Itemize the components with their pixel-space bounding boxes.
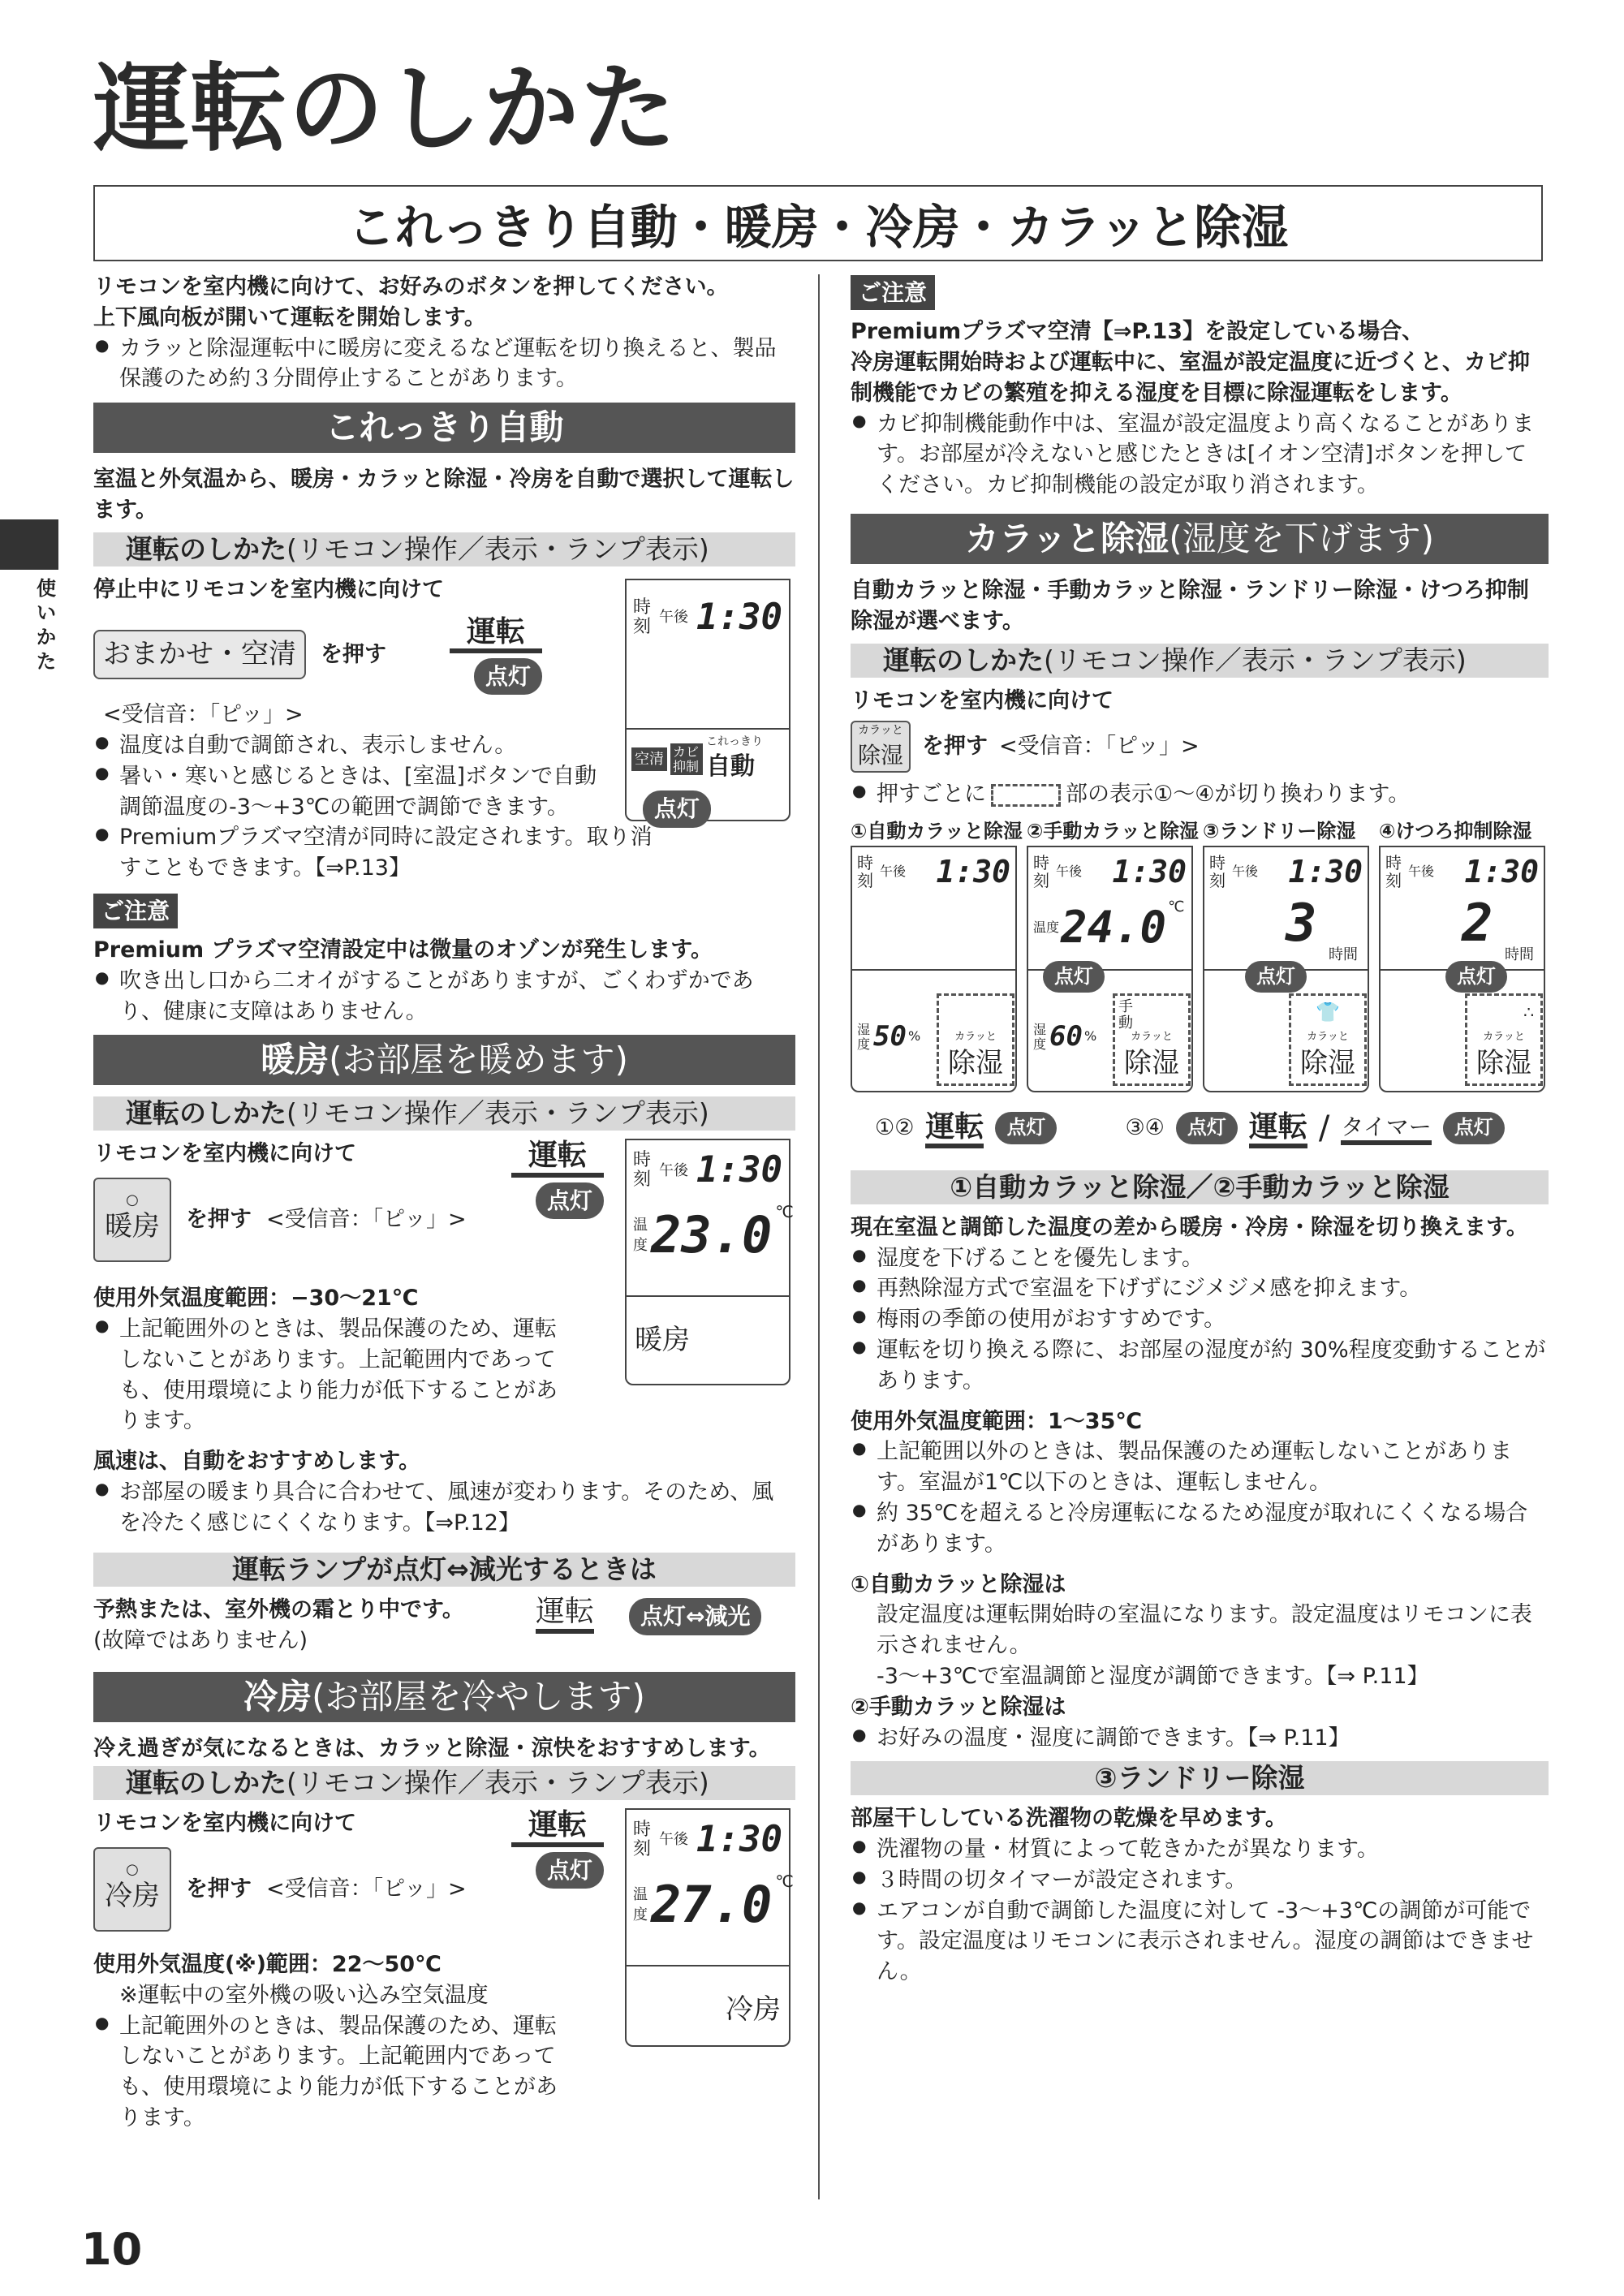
cool-beep: <受信音：「ピッ」>	[266, 1876, 467, 1902]
heat-button[interactable]	[93, 1178, 171, 1262]
section-tab-marker	[0, 519, 58, 570]
dry-mode-box	[1113, 993, 1191, 1086]
mode-word: 除湿	[1300, 1047, 1355, 1080]
dry-mode-3	[1203, 818, 1369, 1092]
press-label: を押す	[186, 1876, 252, 1902]
display-lit-pill: 点灯	[643, 790, 711, 827]
left-column	[93, 272, 795, 2149]
laundry-icon: 👕	[1316, 1000, 1340, 1023]
press-label: を押す	[321, 641, 386, 667]
cool-range: 使用外気温度(※)範囲：22～50℃	[93, 1951, 442, 1977]
laundry-bullet-1: ● 洗濯物の量・材質によって乾きかたが異なります。	[851, 1834, 1549, 1865]
dry12-auto-text: 設定温度は運転開始時の室温になります。設定温度はリモコンに表示されません。	[877, 1602, 1532, 1659]
pm-label: 午後	[659, 1831, 688, 1849]
temp-label: 温度	[633, 1217, 648, 1255]
howto-bold: 運転のしかた	[126, 532, 286, 565]
humidity-label: 湿度	[857, 1021, 871, 1052]
howto-rest: (リモコン操作／表示・ランプ表示)	[286, 532, 709, 565]
temp-unit: ℃	[775, 1201, 794, 1221]
lit-dim-pill: 点灯⇔減光	[629, 1598, 761, 1635]
lit-pill: 点灯	[1176, 1112, 1238, 1144]
heat-point-remote: リモコンを室内機に向けて	[93, 1141, 356, 1167]
dry-header-rest: (湿度を下げます)	[1169, 518, 1434, 558]
dry12-bullet-1: ● 湿度を下げることを優先します。	[851, 1243, 1549, 1274]
auto-caution-bullet: ● 吹き出し口から二オイがすることがありますが、ごくわずかであり、健康に支障はありません。	[93, 966, 795, 1027]
dry-mode-4-display	[1379, 846, 1545, 1092]
display-mode-auto: 自動	[706, 752, 755, 782]
dry-header	[851, 514, 1549, 564]
auto-stop-line: 停止中にリモコンを室内機に向けて	[93, 576, 444, 602]
dry12-auto-text-2: -3～+3℃で室温調節と湿度が調節できます。【⇒ P.11】	[877, 1663, 1429, 1689]
humidity-readout	[1033, 1018, 1096, 1057]
timer-lamp	[1341, 1113, 1431, 1144]
howto-rest: (リモコン操作／表示・ランプ表示)	[1044, 644, 1467, 676]
droplets-icon: ∴	[1523, 1002, 1534, 1022]
dry12-range: 使用外気温度範囲：1～35℃	[851, 1408, 1143, 1434]
right-column	[851, 272, 1549, 1988]
temp-unit: ℃	[1168, 898, 1185, 915]
humidity-value: 60	[1049, 1019, 1083, 1053]
dry-mode-label: ①自動カラッと除湿	[851, 820, 1023, 843]
run-lamp-word: 運転	[1249, 1110, 1307, 1148]
dry-button[interactable]	[851, 721, 911, 773]
dashed-box-icon	[991, 784, 1061, 807]
dry12-manual-title: ②手動カラッと除湿は	[851, 1694, 1066, 1720]
cool-range-bullet: ● 上記範囲外のときは、製品保護のため、運転しないことがあります。上記範囲内であっても、使用環境により能力が低下することがあります。	[93, 2011, 574, 2134]
legend-run-lamp-2	[1249, 1110, 1307, 1145]
time-label: 時刻	[633, 1819, 652, 1859]
dry-desc: 自動カラッと除湿・手動カラッと除湿・ランドリー除湿・けつろ抑制除湿が選べます。	[851, 577, 1529, 634]
howto-bold: 運転のしかた	[883, 644, 1044, 676]
pm-label: 午後	[1232, 864, 1259, 880]
lit-pill: 点灯	[1043, 961, 1105, 993]
hours-label: 時間	[1329, 946, 1358, 963]
heat-range: 使用外気温度範囲：−30～21℃	[93, 1286, 419, 1312]
laundry-bullet-2: ● ３時間の切タイマーが設定されます。	[851, 1865, 1549, 1896]
humidity-readout	[857, 1018, 920, 1057]
laundry-header: ③ランドリー除湿	[851, 1761, 1549, 1795]
right-caution-tag: ご注意	[851, 275, 935, 310]
pm-label: 午後	[1408, 864, 1435, 880]
lit-pill: 点灯	[1443, 1112, 1505, 1144]
mode-word: 除湿	[1476, 1047, 1531, 1080]
page-subtitle: これっきり自動・暖房・冷房・カラッと除湿	[93, 185, 1543, 261]
auto-desc: 室温と外気温から、暖房・カラッと除湿・冷房を自動で選択して運転します。	[93, 467, 795, 523]
page-title: 運転のしかた	[93, 53, 678, 165]
slash-separator: /	[1318, 1109, 1330, 1147]
intro-line-1: リモコンを室内機に向けて、お好みのボタンを押してください。	[93, 274, 729, 299]
heat-mode-text: 暖房	[627, 1295, 789, 1385]
time-readout: 1:30	[1288, 853, 1363, 890]
cool-header-rest: (お部屋を冷やします)	[312, 1677, 645, 1717]
temp-unit: ℃	[775, 1871, 794, 1891]
lit-pill: 点灯	[1245, 961, 1307, 993]
howto-rest: (リモコン操作／表示・ランプ表示)	[286, 1097, 709, 1130]
lit-pill: 点灯	[474, 658, 542, 695]
run-lamp	[450, 615, 542, 696]
auto-caution-tag: ご注意	[93, 894, 178, 928]
dry12-bullet-4: ● 運転を切り換える際に、お部屋の湿度が約 30%程度変動することがあります。	[851, 1335, 1549, 1397]
howto-bold: 運転のしかた	[126, 1097, 286, 1130]
heat-lamp-line-1: 予熱または、室外機の霜とり中です。	[93, 1597, 464, 1623]
humidity-unit: %	[907, 1028, 921, 1045]
dry-button-label: 除湿	[857, 741, 903, 769]
run-lamp-word: 運転	[536, 1595, 594, 1633]
heat-header	[93, 1035, 795, 1085]
time-label: 時刻	[633, 598, 654, 637]
cool-point-remote: リモコンを室内機に向けて	[93, 1811, 356, 1837]
dry-mode-2	[1027, 818, 1199, 1092]
auto-bullet-1: ● 温度は自動で調節され、表示しません。	[93, 730, 606, 761]
dry-mode-label: ②手動カラッと除湿	[1027, 820, 1199, 843]
time-readout: 1:30	[1112, 853, 1187, 890]
dry-mode-box	[1465, 993, 1543, 1086]
column-divider	[818, 274, 820, 2199]
dry12-auto-title: ①自動カラッと除湿は	[851, 1571, 1066, 1597]
timer-hours: 2	[1462, 893, 1493, 954]
dry12-desc: 現在室温と調節した温度の差から暖房・冷房・除湿を切り換えます。	[851, 1214, 1528, 1240]
right-caution-line-1: Premiumプラズマ空清【⇒P.13】を設定している場合、	[851, 319, 1424, 345]
mode-small: カラッと	[1307, 1030, 1349, 1043]
heat-remote-display	[625, 1139, 794, 1385]
heat-header-rest: (お部屋を暖めます)	[329, 1040, 628, 1080]
cool-run-lamp	[511, 1808, 604, 1889]
side-label: 使いかた	[37, 577, 56, 673]
dry-switch-pre: 押すごとに	[877, 782, 986, 808]
dry-mode-1-display	[851, 846, 1017, 1092]
heat-howto-block	[93, 1139, 795, 1544]
dry-switch-line	[851, 779, 1549, 810]
auto-caution-line: Premium プラズマ空清設定中は微量のオゾンが発生します。	[93, 937, 713, 963]
button-dot: ○	[126, 1191, 139, 1209]
cool-button-label: 冷房	[105, 1880, 160, 1913]
heat-range-bullet: ● 上記範囲外のときは、製品保護のため、運転しないことがあります。上記範囲内であっても、使用環境により能力が低下することがあります。	[93, 1314, 574, 1437]
dry-mode-displays	[851, 818, 1549, 1092]
right-caution-bullet: ● カビ抑制機能動作中は、室温が設定温度より高くなることがあります。お部屋が冷えないと感じたときは[イオン空清]ボタンを押してください。カビ抑制機能の設定が取り消されます。	[851, 409, 1549, 501]
cool-howto-header	[93, 1766, 795, 1800]
laundry-bullet-3: ● エアコンが自動で調節した温度に対して -3～+3℃の調節が可能です。設定温度はリモコンに表示されません。湿度の調節はできません。	[851, 1896, 1549, 1988]
legend-34: ③④	[1125, 1114, 1165, 1140]
heat-lamp-line-2: (故障ではありません)	[93, 1628, 308, 1654]
dry12-manual-bullet: ● お好みの温度・湿度に調節できます。【⇒ P.11】	[851, 1723, 1549, 1754]
temp-label: 温度	[633, 1885, 648, 1924]
auto-bullet-3: ● Premiumプラズマ空清が同時に設定されます。取り消すこともできます。【⇒P.13】	[93, 822, 671, 884]
dry-beep: <受信音：「ピッ」>	[999, 734, 1200, 760]
time-label: 時刻	[633, 1149, 652, 1191]
cool-mode-text: 冷房	[627, 1965, 789, 2054]
dry-mode-1	[851, 818, 1023, 1092]
howto-rest: (リモコン操作／表示・ランプ表示)	[286, 1767, 709, 1799]
dry-mode-box	[1289, 993, 1367, 1086]
dry-header-bold: カラッと除湿	[965, 518, 1170, 558]
button-dot: ○	[126, 1861, 139, 1879]
pm-label: 午後	[880, 864, 907, 880]
run-lamp-word: 運転	[511, 1139, 604, 1177]
dry12-bullet-3: ● 梅雨の季節の使用がおすすめです。	[851, 1304, 1549, 1335]
legend-12: ①②	[875, 1114, 915, 1140]
heat-wind: 風速は、自動をおすすめします。	[93, 1449, 421, 1475]
auto-beep: <受信音：「ピッ」>	[103, 702, 304, 728]
dry-button-small: カラッと	[858, 723, 903, 737]
cool-header-bold: 冷房	[243, 1677, 312, 1717]
humidity-value: 50	[873, 1019, 907, 1053]
auto-header: これっきり自動	[93, 403, 795, 453]
heat-beep: <受信音：「ピッ」>	[266, 1207, 467, 1233]
cool-howto-block	[93, 1808, 795, 2149]
dry-mode-box	[937, 993, 1014, 1086]
heat-temp-value: 23.0	[651, 1204, 773, 1264]
lit-pill: 点灯	[995, 1112, 1057, 1144]
hours-label: 時間	[1505, 946, 1534, 963]
dry12-range-bullet-2: ● 約 35℃を超えると冷房運転になるため湿度が取れにくくなる場合があります。	[851, 1498, 1549, 1560]
cool-header	[93, 1672, 795, 1722]
dry-howto-header	[851, 644, 1549, 678]
time-readout: 1:30	[936, 853, 1010, 890]
lit-pill: 点灯	[536, 1182, 604, 1219]
cool-temp-value: 27.0	[651, 1874, 773, 1934]
press-label: を押す	[186, 1207, 252, 1233]
right-caution-line-2: 冷房運転開始時および運転中に、室温が設定温度に近づくと、カビ抑制機能でカビの繁殖を抑える湿度を目標に除湿運転をします。	[851, 349, 1530, 406]
heat-howto-header	[93, 1096, 795, 1131]
pm-label: 午後	[659, 609, 688, 627]
intro-line-2: 上下風向板が開いて運転を開始します。	[93, 304, 486, 330]
omakase-button[interactable]: おまかせ・空清	[93, 630, 306, 679]
mode-small: カラッと	[954, 1030, 997, 1043]
heat-lamp-block	[93, 1595, 795, 1664]
temp-label: 温度	[1033, 919, 1060, 935]
dry-mode-3-display	[1203, 846, 1369, 1092]
pm-label: 午後	[659, 1161, 688, 1179]
mode-small: カラッと	[1483, 1030, 1525, 1043]
run-lamp-word: 運転	[450, 615, 542, 653]
run-lamp-word: 運転	[925, 1110, 984, 1148]
humidity-label: 湿度	[1033, 1021, 1047, 1052]
dry-mode-4	[1379, 818, 1545, 1092]
mode-word: 除湿	[948, 1047, 1003, 1080]
cool-tip: 冷え過ぎが気になるときは、カラッと除湿・涼快をおすすめします。	[93, 1736, 771, 1762]
time-readout: 1:30	[696, 1819, 782, 1861]
lit-pill: 点灯	[536, 1852, 604, 1889]
auto-howto-header	[93, 532, 795, 566]
dry12-header: ①自動カラッと除湿／②手動カラッと除湿	[851, 1170, 1549, 1204]
heat-run-lamp	[511, 1139, 604, 1219]
laundry-desc: 部屋干ししている洗濯物の乾燥を早めます。	[851, 1806, 1287, 1832]
mode-small: カラッと	[1131, 1030, 1173, 1043]
run-lamp-word: 運転	[511, 1808, 604, 1846]
display-divider	[852, 969, 1015, 971]
press-label: を押す	[922, 734, 988, 760]
howto-bold: 運転のしかた	[126, 1767, 286, 1799]
time-label: 時刻	[1209, 853, 1226, 891]
lit-pill: 点灯	[1445, 961, 1507, 993]
auto-remote-display	[625, 579, 790, 821]
heat-wind-bullet: ● お部屋の暖まり具合に合わせて、風速が変わります。そのため、風を冷たく感じにくくなります。【⇒P.12】	[93, 1477, 795, 1539]
time-label: 時刻	[1385, 853, 1402, 891]
dry12-bullet-2: ● 再熱除湿方式で室温を下げずにジメジメ感を抑えます。	[851, 1273, 1549, 1304]
time-readout: 1:30	[1464, 853, 1539, 890]
auto-mode-area	[627, 728, 789, 833]
page-number: 10	[81, 2224, 143, 2275]
humidity-unit: %	[1083, 1028, 1097, 1045]
heat-button-label: 暖房	[105, 1210, 160, 1243]
auto-bullet-2: ● 暑い・寒いと感じるときは、[室温]ボタンで自動調節温度の-3～+3℃の範囲で調節できます。	[93, 761, 606, 823]
dry-mode-2-display	[1027, 846, 1193, 1092]
dry-mode-label: ④けつろ抑制除湿	[1379, 820, 1532, 843]
mode-word: 除湿	[1124, 1047, 1179, 1080]
pm-label: 午後	[1056, 864, 1083, 880]
dry-lamp-legend	[851, 1105, 1549, 1151]
legend-run-lamp	[925, 1110, 984, 1145]
timer-hours: 3	[1286, 893, 1317, 954]
heat-dim-lamp	[536, 1595, 594, 1633]
dry-switch-post: 部の表示①～④が切り換わります。	[1066, 782, 1411, 808]
cool-button[interactable]	[93, 1847, 171, 1932]
time-label: 時刻	[1033, 853, 1049, 891]
heat-lamp-header: 運転ランプが点灯⇔減光するときは	[93, 1553, 795, 1587]
manual-tag: 手動	[1118, 997, 1133, 1032]
heat-header-bold: 暖房	[261, 1040, 330, 1080]
intro-bullet: ● カラッと除湿運転中に暖房に変えるなど運転を切り換えると、製品保護のため約３分間停止することがあります。	[93, 334, 795, 395]
auto-howto-block	[93, 575, 795, 887]
time-readout: 1:30	[696, 596, 782, 638]
tag-air-clean: 空清	[631, 747, 667, 771]
timer-lamp-word: タイマー	[1341, 1114, 1431, 1145]
dry-temp-value: 24.0	[1061, 901, 1167, 953]
dry12-range-bullet-1: ● 上記範囲以外のときは、製品保護のため運転しないことがあります。室温が1℃以下のときは、運転しません。	[851, 1437, 1549, 1498]
display-small-text: これっきり	[706, 734, 763, 748]
time-readout: 1:30	[696, 1149, 782, 1191]
cool-remote-display	[625, 1808, 794, 2047]
cool-note: ※運転中の室外機の吸い込み空気温度	[119, 1982, 489, 2008]
dry-mode-label: ③ランドリー除湿	[1203, 820, 1356, 843]
tag-mold: カビ抑制	[670, 743, 703, 775]
dry-point-remote: リモコンを室内機に向けて	[851, 687, 1114, 713]
time-label: 時刻	[857, 853, 873, 891]
